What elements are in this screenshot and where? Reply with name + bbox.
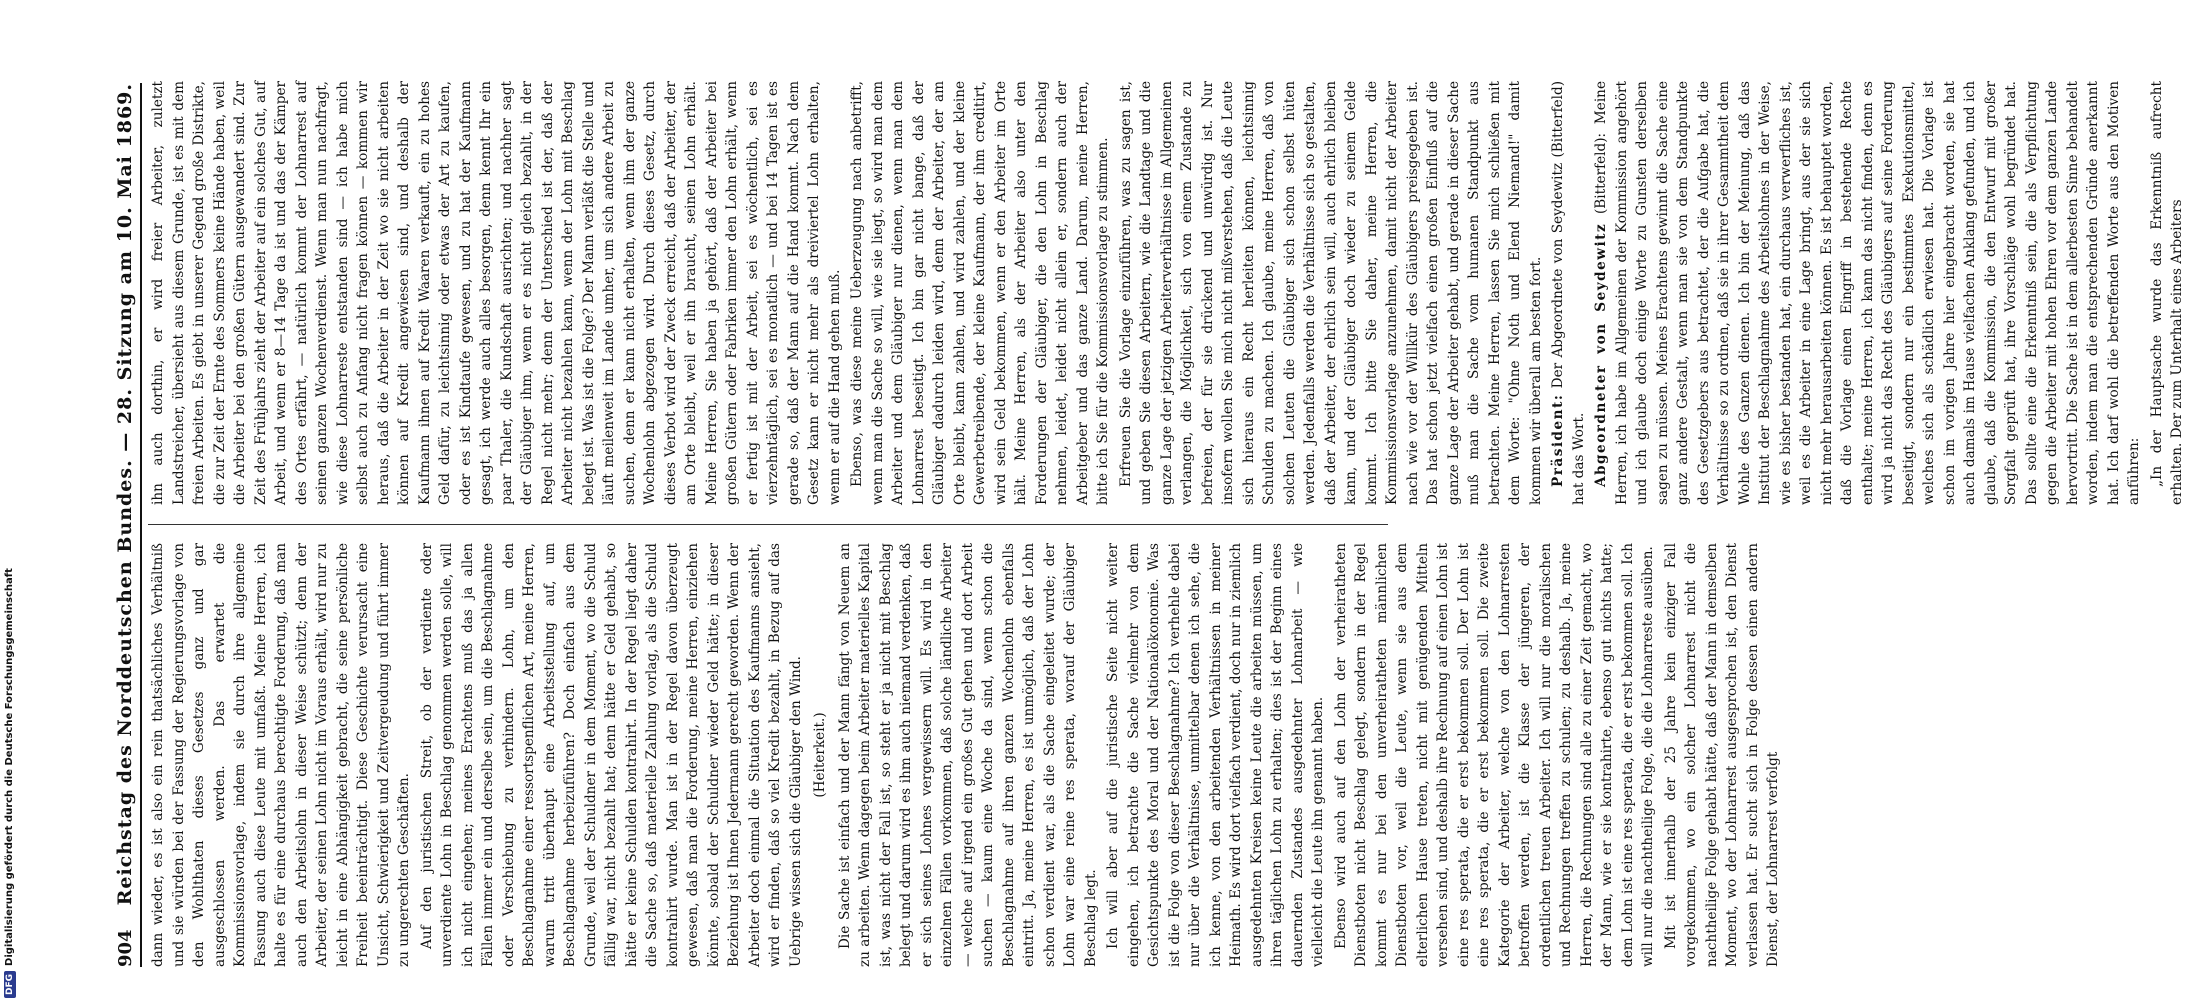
- scanned-page: [92, 55, 2185, 995]
- page-rotated-content: [92, 55, 2185, 995]
- text-column-right: [148, 80, 2185, 505]
- paragraph: Ich will aber auf die juristische Seite nicht weiter eingehen, ich betrachte die Sache vielmehr von dem Gesichtspunkte des Moral und der Nationalökonomie. Was ist die Folge von dieser Beschlagnahme? Ich verhehle dabei nur über die Verhältnisse, unmittelbar denen ich sehe, die ich kenne, von den arbeitenden Verhältnissen in meiner Heimath. Es wird dort vielfach verdient, doch nur in ziemlich ausgedehnten Kreisen keine Leute die arbeiten müssen, um ihren täglichen Lohn zu erhalten; dies ist der Beginn eines dauernden Zustandes ausgedehnter Lohnarbeit — wie vielleicht die Leute ihn genannt haben.: [1105, 543, 1326, 967]
- paragraph: ihn auch dorthin, er wird freier Arbeiter, zuletzt Landstreicher, übersieht aus diesem Grunde, ist es mit dem freien Arbeiten. Es giebt in unserer Gegend große Distrikte, die zur Zeit der Ernte des Sommers keine Hände haben, weil die Arbeiter bei den großen Gütern ausgewandert sind. Zur Zeit des Frühjahrs zieht der Arbeiter auf ein solches Gut, auf Arbeit, und wenn er 8—14 Tage da ist und das der Kämper des Ortes erfährt, — natürlich kommt der Lohnarrest auf seinen ganzen Wochenverdienst. Wenn man nun nachfragt, wie diese Lohnarreste entstanden sind — ich habe mich selbst auch zu Anfang nicht fragen können — kommen wir heraus, daß die Arbeiter in der Zeit wo sie nicht arbeiten können auf Kredit angewiesen sind, und deshalb der Kaufmann ihnen auf Kredit Waaren verkauft, ein zu hohes Geld dafür, zu leichtsinnig oder etwas der Art zu kaufen, oder es ist Kindtaufe gewesen, und zu hat der Kaufmann gesagt, ich werde auch alles besorgen, denn kennt Ihr ein paar Thaler, die Kundschaft ausrichten; und nachher sagt der Gläubiger ihm, wenn er es nicht gleich bezahlt, in der Regel nicht mehr; denn der Unterschied ist der, daß der Arbeiter nicht bezahlen kann, wenn der Lohn mit Beschlag belegt ist. Was ist die Folge? Der Mann verläßt die Stelle und läuft meilenweit im Lande umher, um sich andere Arbeit zu suchen, denn er kann nicht erhalten, wenn ihm der ganze Wochenlohn abgezogen wird. Durch dieses Gesetz, durch dieses Verbot wird der Zweck erreicht, daß der Arbeiter, der am Orte bleibt, weil er ihn braucht, seinen Lohn erhält. Meine Herren, Sie haben ja gehört, daß der Arbeiter bei großen Gütern oder Fabriken immer den Lohn erhält, wenn er fertig ist mit der Arbeit, sei es wöchentlich, sei es vierzehntäglich, sei es monatlich — und bei 14 Tagen ist es gerade so, daß der Mann auf die Hand kommt. Nach dem Gesetz kann er nicht mehr als dreiviertel Lohn erhalten, wenn er auf die Hand gehen muß.: [150, 80, 843, 505]
- paragraph: Ebenso, was diese meine Ueberzeugung nach anbetrifft, wenn man die Sache so will, wie sie liegt, so wird man dem Arbeiter und dem Gläubiger nur dienen, wenn man dem Lohnarrest beseitigt. Ich bin gar nicht bange, daß der Gläubiger dadurch leiden wird, denn der Arbeiter, der am Orte bleibt, kann zahlen, und wird zahlen, und der kleine Gewerbetreibende, der kleine Kaufmann, der ihm creditirt, wird sein Geld bekommen, wenn er den Arbeiter im Orte hält. Meine Herren, als der Arbeiter also unter den Forderungen der Gläubiger, die den Lohn in Beschlag nehmen, leidet, leidet nicht allein er, sondern auch der Arbeitgeber und das ganze Land. Darum, meine Herren, bitte ich Sie für die Kommissionsvorlage zu stimmen.: [849, 81, 1111, 505]
- speech-start: [1591, 81, 2145, 505]
- speaker-name: Abgeordneter von Seydewitz: [1593, 222, 1609, 487]
- paragraph: Erfreuen Sie die Vorlage einzuführen, was zu sagen ist, und geben Sie diesen Arbeitern, wie die Landtage und die ganze Lage der jetzigen Arbeiterverhältnisse im Allgemeinen verlangen, die Möglichkeit, sich von einem Zustande zu befreien, der für sie drückend und unwürdig ist. Nur insofern wollen Sie mich nicht mißverstehen, daß die Leute sich hieraus ein Recht herleiten können, leichtsinnig Schulden zu machen. Ich glaube, meine Herren, daß von solchen Leuten die Gläubiger sich schon selbst hüten werden. Jedenfalls werden die Verhältnisse sich so gestalten, daß der Arbeiter, der ehrlich sein will, auch ehrlich bleiben kann, und der Gläubiger doch wieder zu seinem Gelde kommt. Ich bitte Sie daher, meine Herren, die Kommissionsvorlage anzunehmen, damit nicht der Arbeiter nach wie vor der Willkür des Gläubigers preisgegeben ist. Das hat schon jetzt vielfach einen großen Einfluß auf die ganze Lage der Arbeiter gehabt, und gerade in dieser Sache muß man die Sache vom humanen Standpunkt aus betrachten. Meine Herren, lassen Sie mich schließen mit dem Worte: "Ohne Noth und Elend Niemand!" damit kommen wir überall am besten fort.: [1117, 81, 1544, 505]
- speech-text: Meine Herren, ich habe im Allgemeinen der Kommission angehört und ich glaube doch einige Worte zu Gunsten derselben sagen zu müssen. Meines Erachtens gewinnt die Sache eine ganz andere Gestalt, wenn man sie von dem Standpunkte des Gesetzgebers aus betrachtet, der die Aufgabe hat, die Verhältnisse so zu ordnen, daß sie in ihrer Gesammtheit dem Wohle des Ganzen dienen. Ich bin der Meinung, daß das Institut der Beschlagnahme des Arbeitslohnes in der Weise, wie es bisher bestanden hat, ein durchaus verwerfliches ist, weil es die Arbeiter in eine Lage bringt, aus der sie sich nicht mehr herausarbeiten können. Es ist behauptet worden, daß die Vorlage einen Eingriff in bestehende Rechte enthalte; meine Herren, ich kann das nicht finden, denn es wird ja nicht das Recht des Gläubigers auf seine Forderung beseitigt, sondern nur ein bestimmtes Exekutionsmittel, welches sich als schädlich erwiesen hat. Die Vorlage ist schon im vorigen Jahre hier eingebracht worden, sie hat auch damals im Hause vielfachen Anklang gefunden, und ich glaube, daß die Kommission, die den Entwurf mit großer Sorgfalt geprüft hat, ihre Vorschläge wohl begründet hat. Das sollte eine die Erkenntniß sein, die als Verpflichtung gegen die Arbeiter mit hohen Ehren vor dem ganzen Lande hervortritt. Die Sache ist in dem allerbesten Sinne behandelt worden, indem man die entsprechenden Gründe anerkannt hat. Ich darf wohl die betreffenden Worte aus den Motiven anführen:: [1593, 81, 2142, 505]
- speaker-president: Präsident:: [1550, 393, 1566, 487]
- stage-direction: (Heiterkeit.): [812, 712, 828, 798]
- column-divider: [148, 524, 1388, 525]
- president-text: Der Abgeordnete von Seydewitz (Bitterfeld) hat das Wort.: [1550, 81, 1587, 505]
- paragraph: Ebenso wird auch auf den Lohn der verheiratheten Dienstboten nicht Beschlag gelegt, sondern in der Regel kommt es nur bei den unverheiratheten männlichen Dienstboten vor, weil die Leute, wenn sie aus dem elterlichen Hause treten, nicht mit genügenden Mitteln versehen sind, und deshalb ihre Rechnung auf einen Lohn ist eine res sperata, die er erst bekommen soll. Der Lohn ist eine res sperata, die er erst bekommen soll. Die zweite Kategorie der Arbeiter, welche von den Lohnarresten betroffen werden, ist die Klasse der jüngeren, der ordentlichen treuen Arbeiter. Ich will nur die moralischen und Rechnungen treffen zu schulen; zu deshalb. Ja, meine Herren, die Rechnungen sind alle zu einer Zeit gemacht, wo der Mann, wie er sie kontrahirte, ebenso gut nichts hatte; dem Lohn ist eine res sperata, die er erst bekommen soll. Ich will nur die nachtheilige Folge, die die Lohnarreste ausüben.: [1332, 543, 1656, 967]
- paragraph: Mit ist innerhalb der 25 Jahre kein einziger Fall vorgekommen, wo ein solcher Lohnarrest nicht die nachtheilige Folge gehabt hätte, daß der Mann in demselben Moment, wo der Lohnarrest ausgesprochen ist, den Dienst verlassen hat. Er sucht sich in Folge dessen einen andern Dienst, der Lohnarrest verfolgt: [1662, 543, 1781, 967]
- digitization-credit: [2, 568, 18, 998]
- dfg-logo-icon: DFG: [4, 971, 16, 998]
- president-statement: [1548, 81, 1589, 505]
- text-column-left: [148, 543, 1781, 967]
- page-header-title: Reichstag des Norddeutschen Bundes. — 28. Sitzung am 10. Mai 1869.: [114, 83, 136, 906]
- credit-text: Digitalisierung gefördert durch die Deutsche Forschungsgemeinschaft: [4, 568, 15, 966]
- page-number: 904: [115, 929, 136, 967]
- paragraph: dann wieder, es ist also ein rein thatsächliches Verhältniß und sie würden bei der Fassung der Regierungsvorlage von den Wohlthaten dieses Gesetzes ganz und gar ausgeschlossen werden. Das erwartet die Kommissionsvorlage, indem sie durch ihre allgemeine Fassung auch diese Leute mit umfaßt. Meine Herren, ich halte es für eine durchaus berechtigte Forderung, daß man auch den Arbeitslohn in dieser Weise schützt; denn der Arbeiter, der seinen Lohn nicht im Voraus erhält, wird nur zu leicht in eine Abhängigkeit gebracht, die seine persönliche Freiheit beeinträchtigt. Diese Geschichte verursacht eine Unsicht, Schwierigkeit und Zeitvergeudung und führt immer zu ungerechten Geschäften.: [150, 543, 412, 967]
- running-head: [100, 83, 142, 967]
- paragraph: Die Sache ist einfach und der Mann fängt von Neuem an zu arbeiten. Wenn dagegen beim Arbeiter materielles Kapital ist, was nicht der Fall ist, so steht er ja nicht mit Beschlag belegt und darum wird es ihm auch niemand verdenken, daß er sich seines Lohnes vergewissern will. Es wird in den einzelnen Fällen vorkommen, daß solche ländliche Arbeiter — welche auf irgend ein großes Gut gehen und dort Arbeit suchen — kaum eine Woche da sind, wenn schon die Beschlagnahme auf ihren ganzen Wochenlohn ebenfalls eintritt. Ja, meine Herren, es ist unmöglich, daß der Lohn schon verdient war, als die Sache eingeleitet wurde; der Lohn war eine reine res sperata, worauf der Gläubiger Beschlag legt.: [836, 543, 1099, 967]
- speaker-constituency: (Bitterfeld):: [1593, 132, 1609, 215]
- paragraph: Auf den juristischen Streit, ob der verdiente oder unverdiente Lohn in Beschlag genommen werden solle, will ich nicht eingehen; meines Erachtens muß das ja allen Fällen immer ein und derselbe sein, um die Beschlagnahme oder Verschiebung zu verhindern. Lohn, um den Beschlagnahme einer ressortspenflichen Art, meine Herren, warum tritt überhaupt eine Arbeitsstellung auf, um Beschlagnahme herbeizuführen? Doch einfach aus dem Grunde, weil der Schuldner in dem Moment, wo die Schuld fällig war, nicht bezahlt hat; denn hätte er Geld gehabt, so hätte er keine Schulden kontrahirt. In der Regel liegt daher die Sache so, daß materielle Zahlung vorlag, als die Schuld kontrahirt wurde. Man ist in der Regel davon überzeugt gewesen, daß man die Forderung, meine Herren, einziehen könnte, sobald der Schuldner wieder Geld hätte; in dieser Beziehung ist Ihnen Jedermann gerecht geworden. Wenn der Arbeiter doch einmal die Situation des Kaufmanns ansieht, wird er finden, daß so viel Kredit bezahlt, in Bezug auf das Uebrige wissen sich die Gläubiger den Wind.: [418, 543, 804, 967]
- quotation: „In der Hauptsache wurde das Erkenntniß aufrecht erhalten. Der zum Unterhalt eines Arbeiters: [2148, 81, 2185, 505]
